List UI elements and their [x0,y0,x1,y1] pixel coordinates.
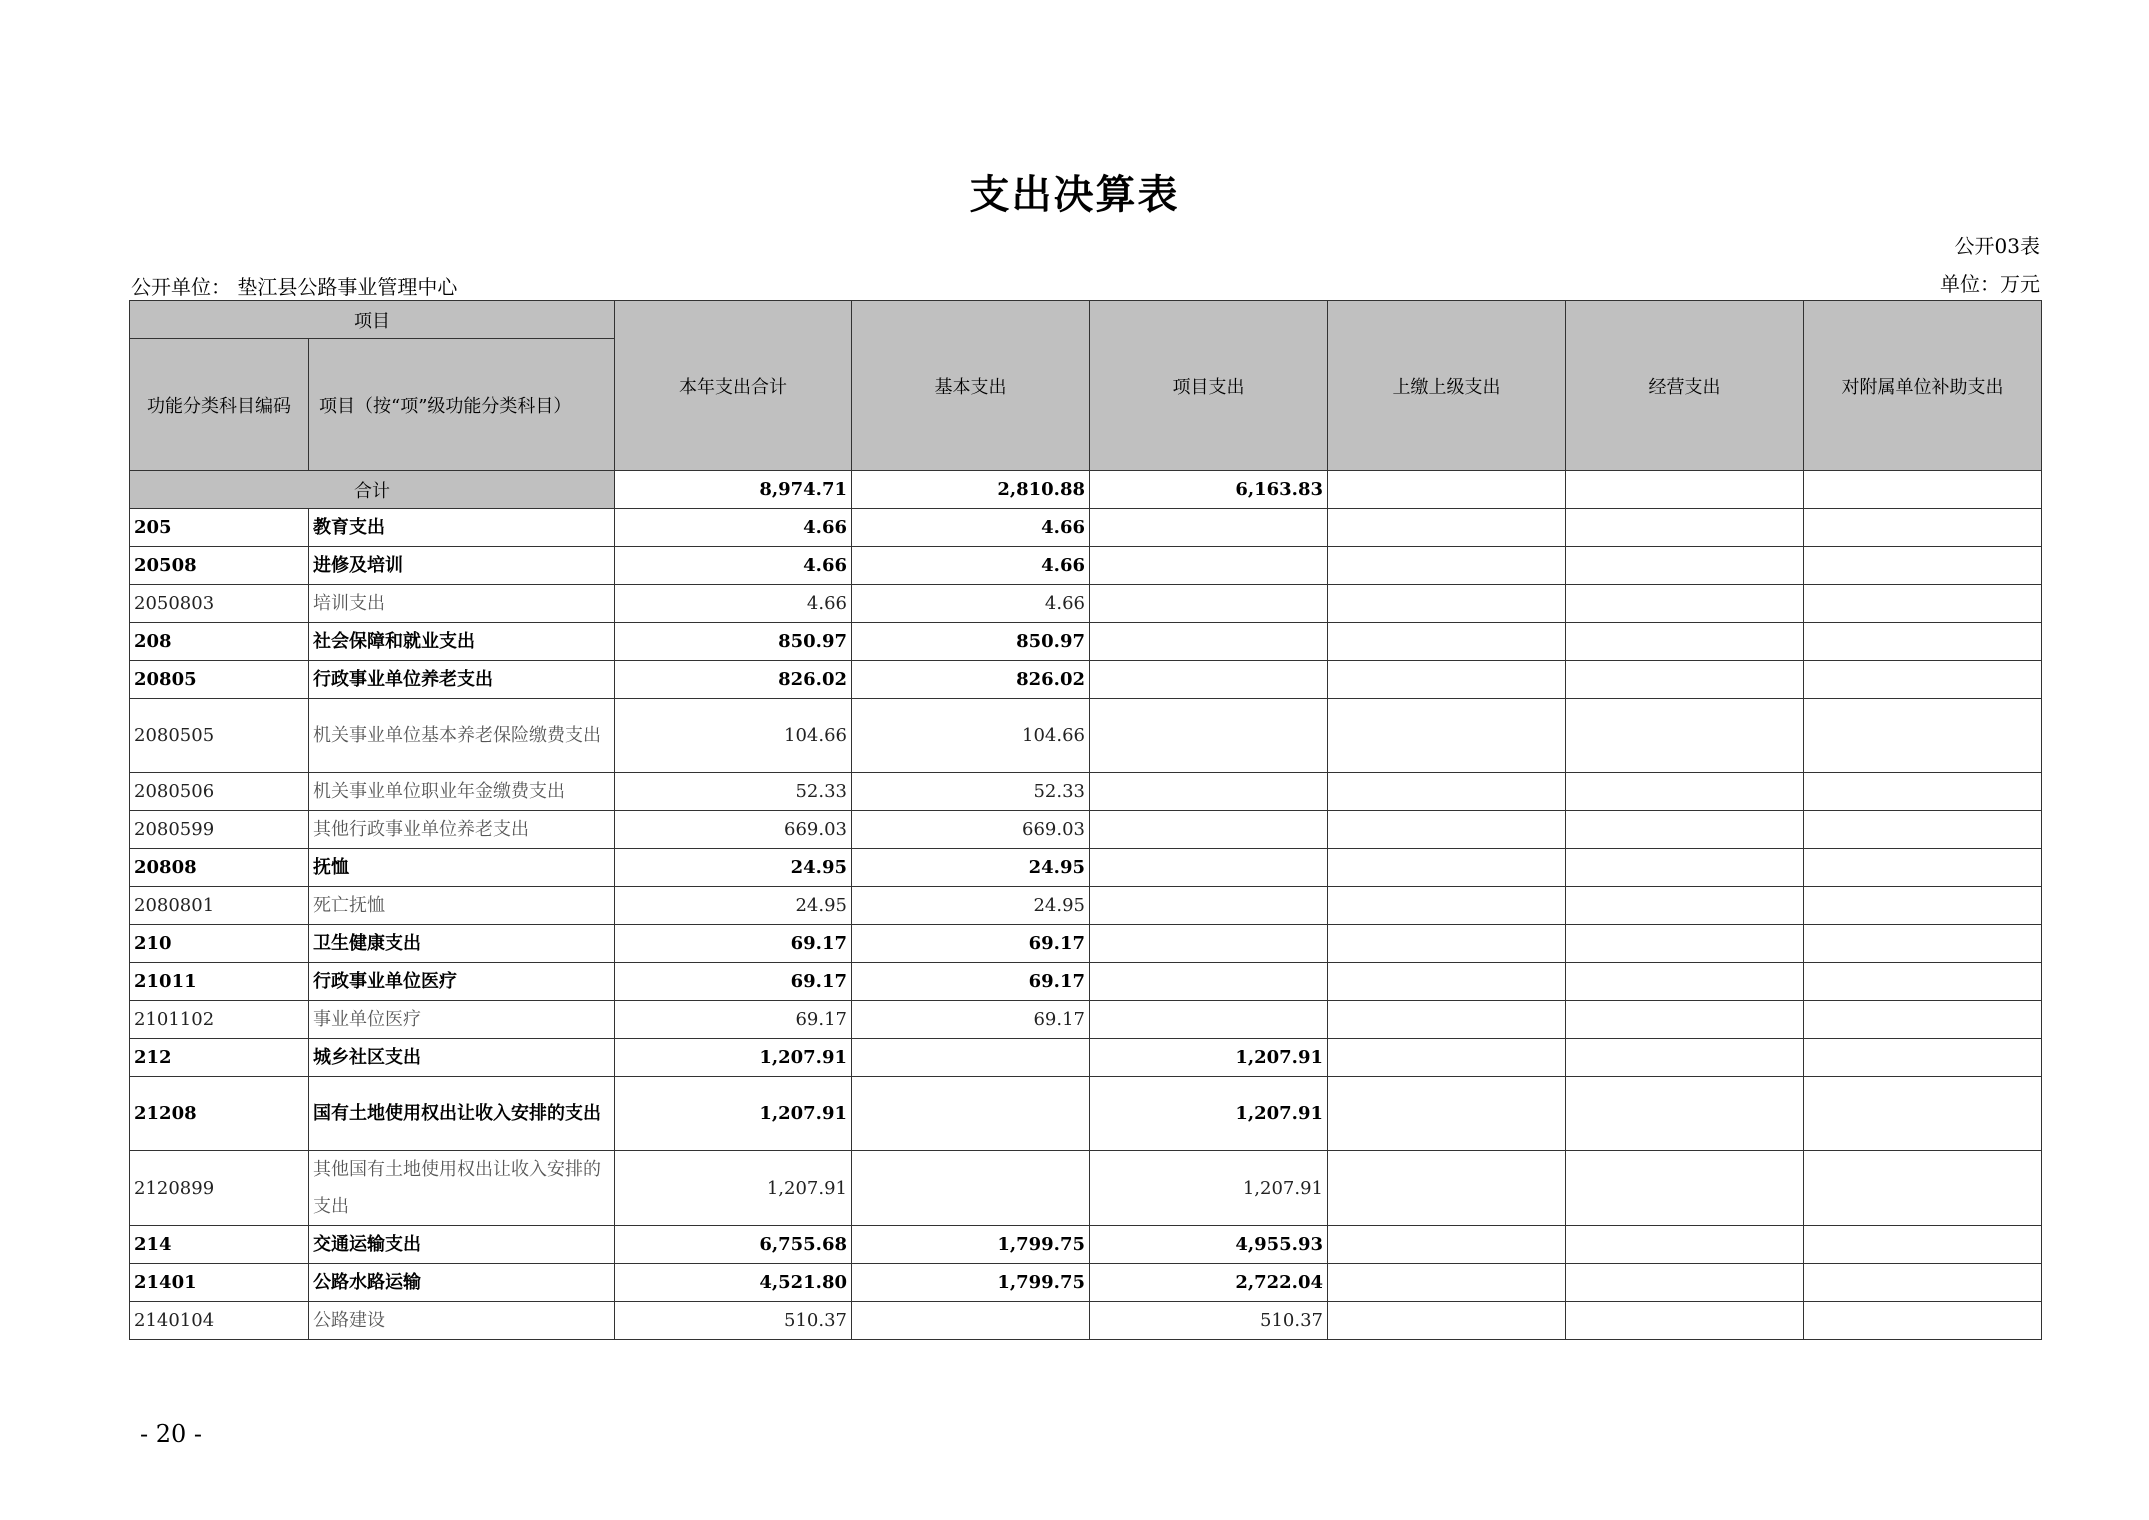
row-upper [1328,699,1566,773]
row-upper [1328,1151,1566,1226]
row-total: 6,755.68 [615,1226,852,1264]
row-code: 212 [130,1039,309,1077]
row-total: 104.66 [615,699,852,773]
row-name: 培训支出 [309,585,615,623]
row-total: 1,207.91 [615,1039,852,1077]
table-row [130,925,2042,963]
row-business [1566,1226,1804,1264]
table-body [130,471,2042,1340]
total-basic: 2,810.88 [852,471,1090,509]
row-code: 2120899 [130,1151,309,1226]
reporting-unit [131,271,457,300]
row-business [1566,849,1804,887]
row-business [1566,925,1804,963]
header-project: 项目 [130,301,615,339]
row-code: 208 [130,623,309,661]
row-total: 4.66 [615,547,852,585]
row-project-expense [1090,773,1328,811]
row-business [1566,661,1804,699]
row-code: 214 [130,1226,309,1264]
table-row [130,547,2042,585]
row-subsidiary [1804,509,2042,547]
row-business [1566,963,1804,1001]
row-subsidiary [1804,849,2042,887]
row-subsidiary [1804,1039,2042,1077]
row-basic: 4.66 [852,547,1090,585]
row-total: 4,521.80 [615,1264,852,1302]
row-basic: 52.33 [852,773,1090,811]
total-upper [1328,471,1566,509]
row-name: 城乡社区支出 [309,1039,615,1077]
row-subsidiary [1804,963,2042,1001]
row-total: 826.02 [615,661,852,699]
row-project-expense [1090,623,1328,661]
row-name: 社会保障和就业支出 [309,623,615,661]
row-code: 2080506 [130,773,309,811]
row-basic [852,1077,1090,1151]
table-row [130,773,2042,811]
page-number: - 20 - [140,1420,203,1448]
row-basic: 4.66 [852,509,1090,547]
table-row [130,811,2042,849]
row-basic: 104.66 [852,699,1090,773]
row-name: 进修及培训 [309,547,615,585]
row-upper [1328,963,1566,1001]
row-basic: 69.17 [852,963,1090,1001]
row-subsidiary [1804,1264,2042,1302]
header-project-expense: 项目支出 [1090,301,1328,471]
row-basic: 69.17 [852,925,1090,963]
row-subsidiary [1804,887,2042,925]
row-name: 行政事业单位养老支出 [309,661,615,699]
header-code: 功能分类科目编码 [130,339,309,471]
row-subsidiary [1804,1077,2042,1151]
row-upper [1328,623,1566,661]
row-total: 850.97 [615,623,852,661]
row-code: 2140104 [130,1302,309,1340]
table-row [130,1001,2042,1039]
row-total: 1,207.91 [615,1077,852,1151]
header-upper: 上缴上级支出 [1328,301,1566,471]
table-row [130,1264,2042,1302]
row-name: 机关事业单位职业年金缴费支出 [309,773,615,811]
row-upper [1328,1264,1566,1302]
row-total: 510.37 [615,1302,852,1340]
row-upper [1328,1001,1566,1039]
row-basic: 850.97 [852,623,1090,661]
row-code: 21011 [130,963,309,1001]
row-business [1566,585,1804,623]
row-name: 死亡抚恤 [309,887,615,925]
row-total: 4.66 [615,509,852,547]
row-upper [1328,925,1566,963]
total-row [130,471,2042,509]
table-row [130,661,2042,699]
row-project-expense [1090,1001,1328,1039]
form-number: 公开03表 [1954,234,2040,258]
row-business [1566,699,1804,773]
row-project-expense [1090,849,1328,887]
total-project-expense: 6,163.83 [1090,471,1328,509]
total-subsidiary [1804,471,2042,509]
row-name: 国有土地使用权出让收入安排的支出 [309,1077,615,1151]
row-code: 20805 [130,661,309,699]
row-code: 21401 [130,1264,309,1302]
row-basic [852,1151,1090,1226]
row-total: 4.66 [615,585,852,623]
row-code: 21208 [130,1077,309,1151]
header-business: 经营支出 [1566,301,1804,471]
row-total: 52.33 [615,773,852,811]
row-name: 教育支出 [309,509,615,547]
row-code: 205 [130,509,309,547]
reporting-unit-name: 垫江县公路事业管理中心 [237,275,458,299]
table-row [130,849,2042,887]
row-subsidiary [1804,699,2042,773]
row-business [1566,1001,1804,1039]
row-upper [1328,1226,1566,1264]
row-name: 事业单位医疗 [309,1001,615,1039]
row-business [1566,1264,1804,1302]
row-business [1566,773,1804,811]
row-subsidiary [1804,547,2042,585]
row-upper [1328,773,1566,811]
row-subsidiary [1804,925,2042,963]
header-total: 本年支出合计 [615,301,852,471]
row-total: 24.95 [615,887,852,925]
row-upper [1328,1039,1566,1077]
row-project-expense [1090,887,1328,925]
row-basic: 669.03 [852,811,1090,849]
row-business [1566,1039,1804,1077]
table-row [130,1039,2042,1077]
table-row [130,509,2042,547]
table-row [130,887,2042,925]
row-upper [1328,1077,1566,1151]
table-row [130,1302,2042,1340]
row-subsidiary [1804,1151,2042,1226]
row-project-expense [1090,811,1328,849]
row-total: 24.95 [615,849,852,887]
row-project-expense [1090,509,1328,547]
row-subsidiary [1804,1302,2042,1340]
row-business [1566,1077,1804,1151]
row-total: 69.17 [615,963,852,1001]
row-code: 2080599 [130,811,309,849]
row-business [1566,623,1804,661]
row-upper [1328,887,1566,925]
row-subsidiary [1804,661,2042,699]
row-project-expense: 510.37 [1090,1302,1328,1340]
row-business [1566,509,1804,547]
row-subsidiary [1804,623,2042,661]
row-code: 210 [130,925,309,963]
header-basic: 基本支出 [852,301,1090,471]
row-subsidiary [1804,1226,2042,1264]
reporting-unit-label: 公开单位： [131,275,231,299]
total-business [1566,471,1804,509]
page-title: 支出决算表 [969,171,1180,218]
expenditure-table [129,300,2042,1340]
row-basic: 4.66 [852,585,1090,623]
row-name: 其他国有土地使用权出让收入安排的支出 [309,1151,615,1226]
currency-unit: 单位：万元 [1940,272,2040,296]
row-code: 20508 [130,547,309,585]
row-code: 20808 [130,849,309,887]
header-item: 项目（按“项”级功能分类科目） [309,339,615,471]
row-total: 669.03 [615,811,852,849]
row-upper [1328,661,1566,699]
row-project-expense [1090,925,1328,963]
row-basic: 24.95 [852,849,1090,887]
row-code: 2080505 [130,699,309,773]
row-business [1566,547,1804,585]
row-subsidiary [1804,811,2042,849]
table-row [130,699,2042,773]
row-project-expense: 1,207.91 [1090,1039,1328,1077]
table-row [130,1226,2042,1264]
row-basic: 1,799.75 [852,1264,1090,1302]
row-project-expense [1090,661,1328,699]
table-row [130,1077,2042,1151]
row-basic: 24.95 [852,887,1090,925]
row-name: 行政事业单位医疗 [309,963,615,1001]
row-project-expense [1090,963,1328,1001]
row-name: 公路水路运输 [309,1264,615,1302]
row-business [1566,1302,1804,1340]
row-basic: 826.02 [852,661,1090,699]
row-subsidiary [1804,1001,2042,1039]
row-name: 公路建设 [309,1302,615,1340]
row-project-expense: 1,207.91 [1090,1077,1328,1151]
table-row [130,1151,2042,1226]
row-business [1566,887,1804,925]
row-name: 机关事业单位基本养老保险缴费支出 [309,699,615,773]
row-upper [1328,849,1566,887]
row-code: 2050803 [130,585,309,623]
row-project-expense [1090,699,1328,773]
table-row [130,963,2042,1001]
row-basic: 69.17 [852,1001,1090,1039]
row-subsidiary [1804,585,2042,623]
row-name: 其他行政事业单位养老支出 [309,811,615,849]
row-name: 卫生健康支出 [309,925,615,963]
row-total: 69.17 [615,925,852,963]
total-label: 合计 [130,471,615,509]
row-upper [1328,811,1566,849]
row-total: 69.17 [615,1001,852,1039]
row-upper [1328,509,1566,547]
table-row [130,623,2042,661]
row-name: 抚恤 [309,849,615,887]
row-code: 2101102 [130,1001,309,1039]
row-basic: 1,799.75 [852,1226,1090,1264]
row-subsidiary [1804,773,2042,811]
row-total: 1,207.91 [615,1151,852,1226]
row-project-expense: 4,955.93 [1090,1226,1328,1264]
header-subsidiary: 对附属单位补助支出 [1804,301,2042,471]
row-basic [852,1039,1090,1077]
total-total: 8,974.71 [615,471,852,509]
row-upper [1328,547,1566,585]
row-business [1566,1151,1804,1226]
row-upper [1328,1302,1566,1340]
row-project-expense: 2,722.04 [1090,1264,1328,1302]
row-name: 交通运输支出 [309,1226,615,1264]
row-project-expense [1090,585,1328,623]
row-project-expense: 1,207.91 [1090,1151,1328,1226]
row-business [1566,811,1804,849]
row-project-expense [1090,547,1328,585]
row-code: 2080801 [130,887,309,925]
row-basic [852,1302,1090,1340]
row-upper [1328,585,1566,623]
table-row [130,585,2042,623]
